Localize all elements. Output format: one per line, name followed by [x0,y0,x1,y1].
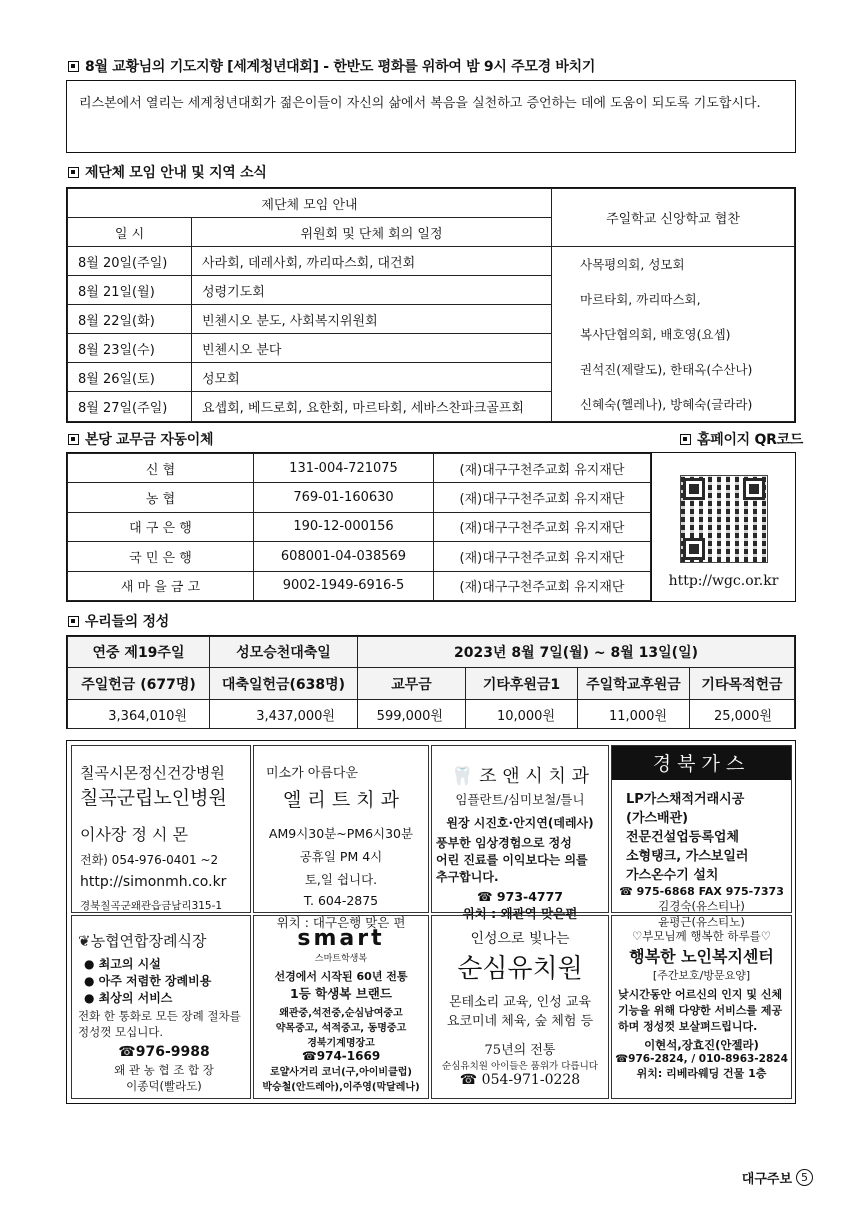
ad-line: 풍부한 임상경험으로 정성 [436,836,572,850]
bank-section-title [68,429,213,449]
ad-line: 전화 한 통화로 모든 장례 절차를 정성껏 모십니다. [78,1009,241,1039]
group-meeting: 빈첸시오 분다 [192,334,552,363]
footer-label: 대구주보 [741,1172,792,1187]
bank-name: 대 구 은 행 [68,512,254,541]
ad-elder-care [611,915,792,1099]
ad-line: 윤평근(유스티노) [658,915,745,929]
ad-line: ● 아주 저렴한 장례비용 [84,974,212,988]
ad-line: LP가스채적거래시공 [626,792,745,807]
ad-line: 농협연합장례식장 [90,932,207,950]
ad-line: T. 604-2875 [303,893,379,908]
bank-holder: (재)대구구천주교회 유지재단 [434,542,651,571]
ad-line: ● 최상의 서비스 [84,991,173,1005]
ad-line: 미소가 아름다운 [266,766,359,781]
square-bullet-icon [680,434,691,445]
bank-holder: (재)대구구천주교회 유지재단 [434,454,651,483]
bank-account: 769-01-160630 [254,483,434,512]
groups-title: 제단체 모임 안내 및 지역 소식 [85,165,267,181]
ad-line: 위치 : 왜관역 맞은편 [462,906,578,921]
qr-title: 홈페이지 QR코드 [697,432,803,448]
homepage-url[interactable]: http://wgc.or.kr [668,573,779,589]
ad-line: ☎976-2824, / 010-8963-2824 [615,1053,788,1065]
groups-table [66,187,796,423]
ad-smart-uniform [253,915,429,1099]
dental-logo-icon: 🦷 [451,766,474,787]
ad-dental-elite [253,745,429,930]
ad-line: ☎974-1669 [301,1049,381,1063]
qr-section-title [680,429,803,449]
ad-line: 박승철(안드레아),이주영(막달레나) [262,1082,420,1093]
ad-line: (가스배관) [626,811,689,826]
ad-line: 스마트학생복 [314,954,368,964]
ad-line: 위치: 리베라웨딩 건물 1층 [636,1067,767,1080]
ad-hospital [71,745,251,913]
offering-value: 25,000원 [690,700,795,729]
ad-gas [611,745,792,929]
group-meeting: 사라회, 데레사회, 까리따스회, 대건회 [192,247,552,276]
offering-table [66,635,796,729]
ad-line: ● 최고의 시설 [84,957,161,971]
ad-line: 공휴일 PM 4시 [299,849,383,864]
group-meeting: 성령기도회 [192,276,552,305]
ad-line: 몬테소리 교육, 인성 교육 [448,995,592,1010]
ad-line: 선경에서 시작된 60년 전통 [274,970,408,983]
side-item: 사목평의회, 성모회 [580,257,685,272]
prayer-body: 리스본에서 열리는 세계청년대회가 젊은이들이 자신의 삶에서 복음을 실천하고 증언하는 데에 도움이 되도록 기도합시다. [66,80,796,153]
ad-line: 칠곡군립노인병원 [80,787,227,809]
square-bullet-icon [68,434,79,445]
nh-logo-icon: ❦ [78,932,91,950]
ad-line: 이현석,장효진(안젤라) [644,1038,759,1052]
bank-account: 131-004-721075 [254,454,434,483]
ad-line: 로얄사거리 코너(구,아이비클럽) [269,1067,412,1078]
ad-line: 이사장 정 시 몬 [80,825,188,844]
ad-line [432,762,608,788]
group-date: 8월 22일(화) [68,305,192,334]
ad-kindergarten [431,915,609,1099]
offering-col: 주일학교후원금 [578,668,690,700]
ad-line: 전화) 054-976-0401 ~2 [80,853,219,867]
smart-logo: smart [297,926,385,951]
bank-holder: (재)대구구천주교회 유지재단 [434,483,651,512]
group-date: 8월 26일(토) [68,363,192,392]
qr-panel [652,452,796,602]
ad-line: 임플란트/심미보철/틀니 [455,792,585,807]
bank-table [66,452,652,602]
ad-line: ☎ 973-4777 [477,889,563,904]
offering-period: 2023년 8월 7일(월) ~ 8월 13일(일) [358,637,795,668]
ad-line: 가스온수기 설치 [626,868,719,883]
offering-col: 교무금 [358,668,466,700]
groups-section-title [68,162,267,182]
ad-line: AM9시30분~PM6시30분 [268,826,414,841]
ad-line: 순심유치원 [457,954,583,984]
ad-line: 김경숙(유스티나) [658,899,745,913]
ad-line: ☎976-9988 [118,1044,210,1060]
square-bullet-icon [68,167,79,178]
ad-line: 경북기계명장고 [307,1038,375,1049]
prayer-title: 8월 교황님의 기도지향 [세계청년대회] - 한반도 평화를 위하여 밤 9시 주모경 바치기 [85,59,596,75]
ad-line: 칠곡시몬정신건강병원 [80,764,225,782]
bank-name: 농 협 [68,483,254,512]
bank-name: 새 마 을 금 고 [68,571,254,600]
bank-name: 신 협 [68,454,254,483]
offering-title: 우리들의 정성 [85,614,169,630]
side-item: 복사단협의회, 배호영(요셉) [580,327,731,342]
prayer-section-title [68,56,595,76]
ad-line [78,930,250,951]
offering-feast: 성모승천대축일 [210,637,358,668]
offering-value: 3,437,000원 [210,700,358,729]
groups-header-side: 주일학교 신앙학교 협찬 [552,189,795,247]
ad-line: 경북가스 [612,746,791,780]
ad-line: ☎ 975-6868 FAX 975-7373 [619,885,784,898]
group-date: 8월 21일(월) [68,276,192,305]
offering-col: 대축일헌금(638명) [210,668,358,700]
ad-line: 위치 : 대구은행 맞은 편 [276,915,406,930]
group-date: 8월 23일(수) [68,334,192,363]
square-bullet-icon [68,61,79,72]
offering-col: 주일헌금 (677명) [68,668,210,700]
qr-code-icon[interactable] [680,475,768,563]
ad-line: 1등 학생복 브랜드 [290,986,392,1001]
ad-line: 조 앤 시 치 과 [479,766,589,787]
ad-line: 이종덕(빨라도) [126,1079,202,1093]
offering-value: 3,364,010원 [68,700,210,729]
ad-line: 소형탱크, 가스보일러 [626,849,749,864]
ad-line: ☎ 054-971-0228 [459,1072,581,1088]
ad-line: 경북칠곡군왜관읍금남리315-1 [80,900,223,912]
page-number: 5 [796,1169,813,1186]
col-date: 일 시 [68,218,192,247]
ad-line: 왜 관 농 협 조 합 장 [114,1063,214,1077]
col-meeting: 위원회 및 단체 회의 일정 [192,218,552,247]
ad-line: 낮시간동안 어르신의 인지 및 신체기능을 위해 다양한 서비스를 제공하며 정성껏 보살펴드립니다. [618,988,783,1033]
bank-holder: (재)대구구천주교회 유지재단 [434,571,651,600]
offering-section-title [68,611,169,631]
ad-line: 순심유치원 아이들은 품위가 다릅니다 [442,1061,598,1072]
offering-value: 11,000원 [578,700,690,729]
ad-line: 75년의 전통 [484,1043,556,1058]
group-date: 8월 20일(주일) [68,247,192,276]
ad-line: 약목중고, 석적중고, 동명중고 [275,1023,407,1034]
ad-line: 행복한 노인복지센터 [629,947,774,966]
side-item: 권석진(제랄도), 한태옥(수산나) [580,362,753,377]
offering-value: 599,000원 [358,700,466,729]
ad-line: [주간보호/방문요양] [652,969,751,982]
groups-header-main: 제단체 모임 안내 [68,189,552,218]
bank-account: 9002-1949-6916-5 [254,571,434,600]
offering-col: 기타후원금1 [466,668,578,700]
ad-line: 어린 진료를 이익보다는 의를 [436,853,588,867]
group-meeting: 요셉회, 베드로회, 요한회, 마르타회, 세바스찬파크골프회 [192,392,552,422]
ads-grid [66,740,796,1104]
bank-name: 국 민 은 행 [68,542,254,571]
ad-line: 전문건설업등록업체 [626,830,740,845]
ad-dental-joan [431,745,609,921]
ad-funeral [71,915,251,1099]
bank-holder: (재)대구구천주교회 유지재단 [434,512,651,541]
ad-line: http://simonmh.co.kr [80,874,227,890]
bank-title: 본당 교무금 자동이체 [85,432,214,448]
ad-line: 엘 리 트 치 과 [283,789,399,811]
bank-account: 190-12-000156 [254,512,434,541]
page-footer [742,1168,813,1187]
square-bullet-icon [68,616,79,627]
side-item: 마르타회, 까리따스회, [580,292,701,307]
ad-line: 토,일 쉽니다. [304,872,378,887]
ad-line: 인성으로 빛나는 [470,931,570,947]
group-meeting: 빈첸시오 분도, 사회복지위원회 [192,305,552,334]
offering-col: 기타목적헌금 [690,668,795,700]
offering-value: 10,000원 [466,700,578,729]
ad-line: 원장 시진호·안지연(데레사) [446,816,594,830]
side-item: 신혜숙(헬레나), 방혜숙(글라라) [580,397,753,412]
ad-line: 추구합니다. [436,870,499,884]
bank-account: 608001-04-038569 [254,542,434,571]
group-meeting: 성모회 [192,363,552,392]
ad-line: 왜관중,석전중,순심남여중고 [279,1008,403,1019]
offering-week: 연중 제19주일 [68,637,210,668]
ad-line: ♡부모님께 행복한 하루를♡ [631,929,772,943]
ad-line: 요코미네 체육, 숲 체험 등 [446,1014,594,1029]
group-date: 8월 27일(주일) [68,392,192,422]
groups-side-cell [552,247,795,422]
